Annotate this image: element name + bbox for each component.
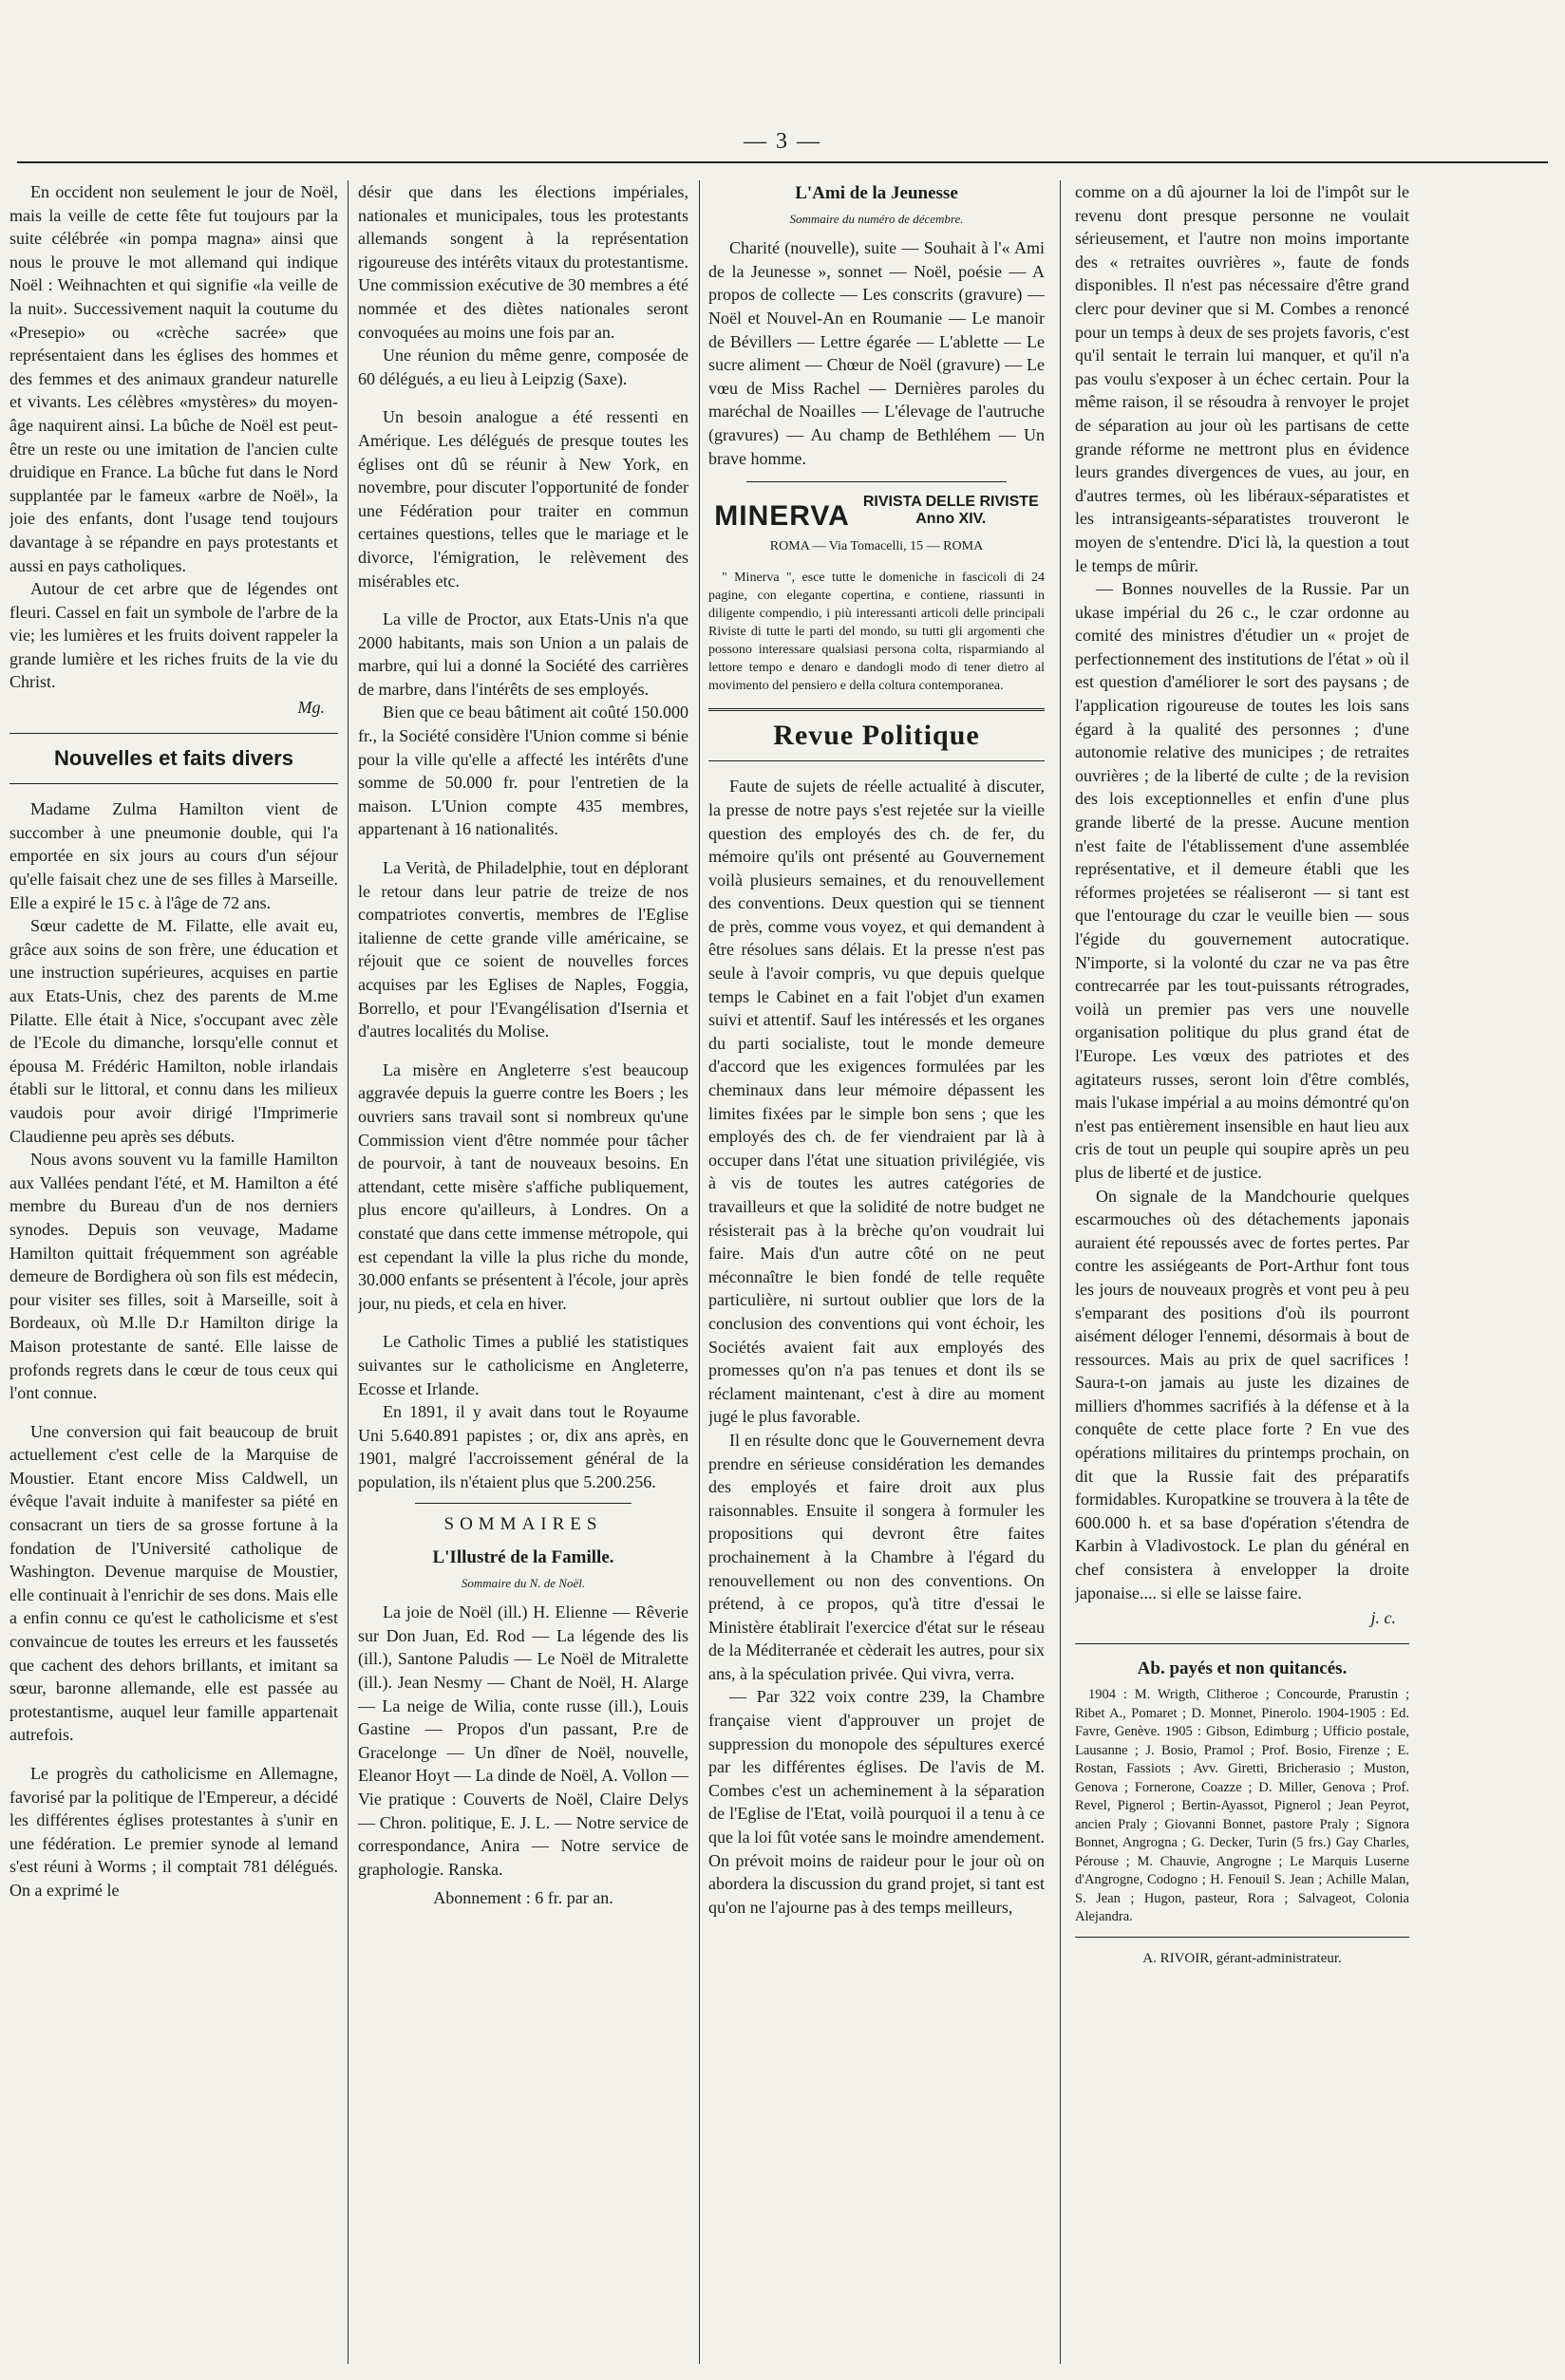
section-rule <box>415 1503 632 1504</box>
illustre-summary: La joie de Noël (ill.) H. Elienne — Rêverie sur Don Juan, Ed. Rod — La légende des lis (ill.), Santone Paludis — Le Noël de Mitralette (ill.). Jean Nesmy — Chant de Noël, H. Alarge — La neige de Wilia, conte russe (ill.), Louis Gastine — Propos d'un passant, P.re de Gracelonge — Un dîner de Noël, nouvelle, Eleanor Hoyt — La dinde de Noël, A. Vollon — Vie pratique : Couverts de Noël, Claire Delys — Chron. politique, E. J. L. — Notre service de correspondance, Anira — Notre service de graphologie. Ranska. <box>358 1602 688 1879</box>
signature: Mg. <box>297 698 325 718</box>
minerva-subtitle <box>863 494 1039 528</box>
paragraph: — Bonnes nouvelles de la Russie. Par un ukase impérial du 26 c., le czar ordonne au comité des ministres d'étudier un « projet de perfectionnement des institutions de l'état » où il est question d'améliorer le sort des paysans ; de l'application rigoureuse de toutes les lois sans égard à la qualité des personnes ; d'une autonomie relative des municipes ; de retraites ouvrières ; de la liberté de culte ; de la revision des lois exceptionnelles et enfin d'une plus grande liberté de la presse. Aucune mention n'est faite de l'établissement d'une assemblée représentative, et il demeure établi que les réformes projetées se réaliseront — si tant est que l'entourage du czar le veuille bien — sous l'égide du gouvernement autocratique. N'importe, si la volonté du czar ne va pas être contrecarrée par les tout-puissants rétrogrades, voilà un premier pas vers une nouvelle organisation politique du plus grand état de l'Europe. Les vœux des patriotes et des agitateurs russes, seront loin d'être comblés, mais l'ukase impérial a au moins démontré qu'on n'est pas entièrement insensible en haut lieu aux cris de tout un peuple qui soupire après un peu plus de liberté et de justice. <box>1075 579 1409 1182</box>
minerva-subtitle-line1: RIVISTA DELLE RIVISTE <box>862 494 1039 511</box>
section-rule <box>9 733 338 734</box>
gerant-line: A. RIVOIR, gérant-administrateur. <box>1142 1950 1342 1966</box>
paragraph: La ville de Proctor, aux Etats-Unis n'a que 2000 habitants, mais son Union a un palais de marbre, qui lui a donné la Société des carrières de marbre, dans l'intérêts de ses employés. <box>358 609 688 699</box>
section-rule <box>9 783 338 784</box>
news-paragraph: Sœur cadette de M. Filatte, elle avait eu, grâce aux soins de son frère, une éducation et une instruction supérieures, acquises en partie aux Etats-Unis, chez des parents de M.me Pilatte. Elle était à Nice, s'occupant avec zèle de l'Ecole du dimanche, lorsqu'elle connut et épousa M. Frédéric Hamilton, noble irlandais établi sur le littoral, et connu dans les milieux vaudois pour avoir dirigé l'Imprimerie Claudienne peu après ses débuts. <box>9 916 338 1146</box>
column-divider <box>348 180 349 2364</box>
column-2 <box>358 180 688 2354</box>
section-rule <box>708 760 1045 761</box>
news-paragraph: Une conversion qui fait beaucoup de bruit actuellement c'est celle de la Marquise de Moustier. Etant encore Miss Caldwell, un évêque l'avait induite à manifester sa piété en consacrant un tiers de sa grosse fortune à la fondation de l'Université catholique de Washington. Devenue marquise de Moustier, elle continuait à l'enrichir de ses dons. Mais elle a enfin connu ce qu'est le catholicisme et s'est convaincue de toutes les erreurs et les faussetés que cachent des dehors brillants, et imitant sa sœur, baronne allemande, elle est passée au protestantisme, auquel leur famille appartenait autrefois. <box>9 1421 338 1745</box>
column-divider <box>1060 180 1061 2364</box>
illustre-title: L'Illustré de la Famille. <box>432 1547 614 1568</box>
section-title-nouvelles: Nouvelles et faits divers <box>54 745 293 770</box>
header-rule <box>17 161 1548 163</box>
section-rule <box>708 708 1045 711</box>
paragraph: Autour de cet arbre que de légendes ont fleuri. Cassel en fait un symbole de l'arbre de la vie; les lumières et les fruits doivent rappeler la grande lumière et les riches fruits de la vie du Christ. <box>9 579 338 692</box>
minerva-subtitle-line2: Anno XIV. <box>915 511 987 528</box>
section-rule <box>1075 1643 1409 1644</box>
paragraph: La misère en Angleterre s'est beaucoup aggravée depuis la guerre contre les Boers ; les ouvriers sans travail sont si nombreux qu'une Commission vient d'être nommée pour tâcher de pourvoir, à tant de nouveaux besoins. En attendant, cette misère s'affiche publiquement, plus encore qu'ailleurs, à Londres. On a constaté que dans cette immense métropole, qui est cependant la ville la plus riche du monde, 30.000 enfants se présentent à l'école, jour après jour, nu pieds, et cela en hiver. <box>358 1059 688 1313</box>
ami-title: L'Ami de la Jeunesse <box>795 183 958 203</box>
paragraph: Une réunion du même genre, composée de 60 délégués, a eu lieu à Leipzig (Saxe). <box>358 346 688 388</box>
paragraph: En 1891, il y avait dans tout le Royaume Uni 5.640.891 papistes ; or, dix ans après, en 1901, malgré l'accroissement général de la population, ils n'étaient plus que 5.200.256. <box>358 1402 688 1491</box>
paragraph: On signale de la Mandchourie quelques escarmouches où des détachements japonais auraient été repoussés avec de fortes pertes. Par contre les assiégeants de Port-Arthur font tous les jours de nouveaux progrès et vont peu à peu s'emparant des positions d'où ils pourront aisément déloger l'ennemi, désormais à bout de ressources. Mais au prix de quel sacrifices ! Saura-t-on jamais au juste les dizaines de milliers d'hommes sacrifiés à la défense et à la conquête de cette place forte ? En vue des opérations militaires du printemps prochain, on dit que la Russie fait des préparatifs formidables. Kuropatkine se trouvera à la tête de 600.000 h. et sa base d'opération s'étendra de Karbin à Vladivostock. Le plan du général en chef consistera à envelopper la droite japonaise.... si elle se laisse faire. <box>1075 1186 1409 1602</box>
minerva-header <box>708 494 1045 532</box>
column-3 <box>708 180 1045 2354</box>
section-title-revue: Revue Politique <box>773 719 980 751</box>
section-rule <box>1075 1937 1409 1938</box>
column-4 <box>1075 180 1409 2354</box>
section-rule <box>746 481 1007 482</box>
quittances-title: Ab. payés et non quitancés. <box>1137 1658 1348 1678</box>
minerva-text-block <box>708 569 1045 695</box>
paragraph: Il en résulte donc que le Gouvernement devra prendre en sérieuse considération les demandes des employés et faire droit aux plus raisonnables. Ensuite il songera à formuler les propositions qui devront être faites prochainement à la Chambre à l'égard du renouvellement ou non des conventions. On prétend, à ce propos, qu'à titre d'essai le Ministère établirait l'exercice d'état sur le réseau de la Méditerranée et cèderait les autres, pour six ans, à la spéculation privée. Qui vivra, verra. <box>708 1430 1045 1683</box>
paragraph: Faute de sujets de réelle actualité à discuter, la presse de notre pays s'est rejetée sur la vieille question des employés des ch. de fer, du mémoire qu'ils ont présenté au Gouvernement voilà plusieurs semaines, et du renouvellement des conventions. Deux question qui se tiennent de près, comme vous voyez, et qui demandent à être résolues sans délais. Et la presse n'est pas seule à l'avoir compris, vu que depuis quelque temps le Cabinet en a fait l'objet d'un examen suivi et attentif. Sauf les intéressés et les organes du parti socialiste, tout le monde demeure d'accord que les exigences formulées par les cheminaux dans leur mémoire dépassent les limites fixées par le simple bon sens ; que les employés des ch. de fer viendraient par là à occuper dans l'état une situation privilégiée, vis à vis de toutes les autres catégories de travailleurs et que la solidité de notre budget ne résisterait pas à la brèche qu'on voudrait lui faire. Mais d'un autre côté on ne peut méconnaître le bien fondé de telle requête particulière, ni surtout oublier que lors de la conclusion des conventions qui vont échoir, les Sociétés avaient fait aux employés des promesses qu'on n'a pas tenues et dont ils se réclament maintenant, c'est à dire au moment jugé le plus favorable. <box>708 777 1045 1427</box>
ami-summary: Charité (nouvelle), suite — Souhait à l'« Ami de la Jeunesse », sonnet — Noël, poésie — A propos de collecte — Les conscrits (gravure) — Noël et Nouvel-An en Roumanie — Le manoir de Bévillers — Lettre égarée — L'ablette — Le sucre aliment — Chœur de Noël (gravure) — Le vœu de Miss Rachel — Dernières paroles du maréchal de Noailles — L'élevage de l'autruche (gravures) — Au champ de Bethléhem — Un brave homme. <box>708 238 1045 468</box>
signature: j. c. <box>1370 1608 1396 1628</box>
ami-note: Sommaire du numéro de décembre. <box>789 211 964 226</box>
abonnement: Abonnement : 6 fr. par an. <box>433 1888 613 1908</box>
paragraph: Un besoin analogue a été ressenti en Amérique. Les délégués de presque toutes les églises ont dû se réunir à New York, en novembre, pour discuter l'opportunité de fonder une Fédération pour traiter en commun certaines questions, telles que le mariage et le divorce, l'émigration, le relèvement des misérables etc. <box>358 407 688 590</box>
paragraph: désir que dans les élections impériales, nationales et municipales, tous les protestants allemands songent à la représentation rigoureuse des intérêts vitaux du protestantisme. Une commission exécutive de 30 membres a été nommée et des diètes nationales seront convoquées au moins une fois par an. <box>358 182 688 342</box>
paragraph: Bien que ce beau bâtiment ait coûté 150.000 fr., la Société considère l'Union comme si bénie pour la ville qu'elle a affecté les intérêts d'une somme de 50.000 fr. pour l'entretien de la maison. L'Union compte 435 membres, appartenant à 16 nationalités. <box>358 703 688 839</box>
quittances-list: 1904 : M. Wrigth, Clitheroe ; Concourde, Prarustin ; Ribet A., Pomaret ; D. Monnet, Pinerolo. 1904-1905 : Ed. Favre, Genève. 1905 : Gibson, Edimburg ; Ufficio postale, Lausanne ; J. Bosio, Pramol ; Prof. Bosio, Firenze ; E. Rostan, Fassiots ; Avv. Giretti, Bricherasio ; Muston, Genova ; Fornerone, Coazze ; D. Miller, Genova ; Prof. Revel, Pignerol ; Bertin-Ayassot, Pignerol ; Jean Peyrot, ancien Praly ; Giovanni Bonnet, pastore Praly ; Signora Bonnet, Angrogna ; G. Decker, Turin (5 frs.) Gay Charles, Pérouse ; M. Chauvie, Angrogne ; Le Marquis Luserne d'Angrogne, Codogno ; H. Fenouil S. Jean ; Achille Malan, S. Jean ; Hugon, pasteur, Rora ; Salvageot, Colonia Alejandra. <box>1075 1687 1409 1925</box>
column-1 <box>9 180 338 2354</box>
quittances-block <box>1075 1686 1409 1927</box>
minerva-name: MINERVA <box>714 499 850 532</box>
paragraph: — Par 322 voix contre 239, la Chambre française vient d'approuver un projet de suppression du monopole des sépultures exercé par les différentes églises. De l'avis de M. Combes c'est un acheminement à la séparation de l'Eglise de l'Etat, voilà pourquoi il a tenu à ce que la loi fût votée sans le moindre amendement. On prévoit moins de raideur pour le jour où on abordera la discussion du grand projet, si tant est qu'on ne l'ajourne pas à des temps meilleurs, <box>708 1687 1045 1917</box>
sommaires-title: SOMMAIRES <box>443 1514 603 1535</box>
paragraph: En occident non seulement le jour de Noël, mais la veille de cette fête fut toujours par la suite célébrée «in pompa magna» ainsi que nous le prouve le mot allemand qui indique Noël : Weihnachten et qui signifie «la veille de la nuit». Successivement naquit la coutume du «Presepio» ou «crèche sacrée» que représentaient dans les églises des hommes et des femmes et des animaux grandeur naturelle et vivants. Les célèbres «mystères» du moyen-âge naquirent ainsi. La bûche de Noël est peut-être un reste ou une imitation de l'ancien culte druidique en France. La bûche fut dans le Nord supplantée par le fameux «arbre de Noël», la joie des enfants, dont l'usage tend toujours davantage à se répandre en pays protestants et aussi en pays catholiques. <box>9 182 338 575</box>
paragraph: La Verità, de Philadelphie, tout en déplorant le retour dans leur patrie de treize de nos compatriotes convertis, membres de l'Eglise italienne de cette grande ville américaine, se réjouit que ce soient de nouvelles forces acquises par les Eglises de Naples, Foggia, Borrello, et pour l'Evangélisation d'Isernia et d'autres localités du Molise. <box>358 858 688 1041</box>
column-divider <box>699 180 700 2364</box>
paragraph: Le Catholic Times a publié les statistiques suivantes sur le catholicisme en Angleterre, Ecosse et Irlande. <box>358 1332 688 1398</box>
minerva-address: ROMA — Via Tomacelli, 15 — ROMA <box>769 539 984 554</box>
page-number: — 3 — <box>744 129 821 154</box>
paragraph: comme on a dû ajourner la loi de l'impôt sur le revenu dont presque personne ne voulait sérieusement, et l'autre non moins importante des « retraites ouvrières », faute de fonds disponibles. Il n'est pas nécessaire d'être grand clerc pour deviner que si M. Combes a renoncé pour un temps à deux de ses projets favoris, c'est qu'il sentait le terrain lui manquer, et qu'il n'a pas voulu s'exposer à un échec certain. Pour la même raison, il se résoudra à renvoyer le projet de séparation au jour où les partisans de cette grande réforme ne mettront plus en évidence leurs grandes divergences de vues, au jour, en d'autres termes, où les libéraux-séparatistes et les intransigeants-séparatistes trouveront le moyen de s'entendre. D'ici là, la question a tout le temps de mûrir. <box>1075 182 1409 575</box>
minerva-description: " Minerva ", esce tutte le domeniche in fascicoli di 24 pagine, con elegante copertina, e contiene, riassunti in diligente compendio, i più interessanti articoli delle principali Riviste di tutte le parti del mondo, su tutti gli argomenti che possono interessare qualsiasi persona colta, risparmiando al lettore tempo e denaro e dandogli modo di tener dietro al movimento del pensiero e della coltura contemporanea. <box>708 570 1045 693</box>
news-paragraph: Le progrès du catholicisme en Allemagne, favorisé par la politique de l'Empereur, a décidé les différentes églises protestantes à s'unir en une fédération. Le premier synode al lemand s'est réuni à Worms ; il comptait 781 délégués. On a exprimé le <box>9 1764 338 1900</box>
news-paragraph: Madame Zulma Hamilton vient de succomber à une pneumonie double, qui l'a emportée en six jours au cours d'un séjour qu'elle faisait chez une de ses filles à Marseille. Elle a expiré le 15 c. à l'âge de 72 ans. <box>9 799 338 912</box>
illustre-note: Sommaire du N. de Noël. <box>461 1575 586 1590</box>
news-paragraph: Nous avons souvent vu la famille Hamilton aux Vallées pendant l'été, et M. Hamilton a été membre du Bureau d'un de nos derniers synodes. Depuis son veuvage, Madame Hamilton quittait fréquemment son agréable demeure de Bordighera où son fils est médecin, pour visiter ses filles, soit à Marseille, soit à Bordeaux, où M.lle D.r Hamilton dirige la Maison protestante de santé. Elle laisse de profonds regrets dans le cœur de tous ceux qui l'ont connue. <box>9 1150 338 1403</box>
